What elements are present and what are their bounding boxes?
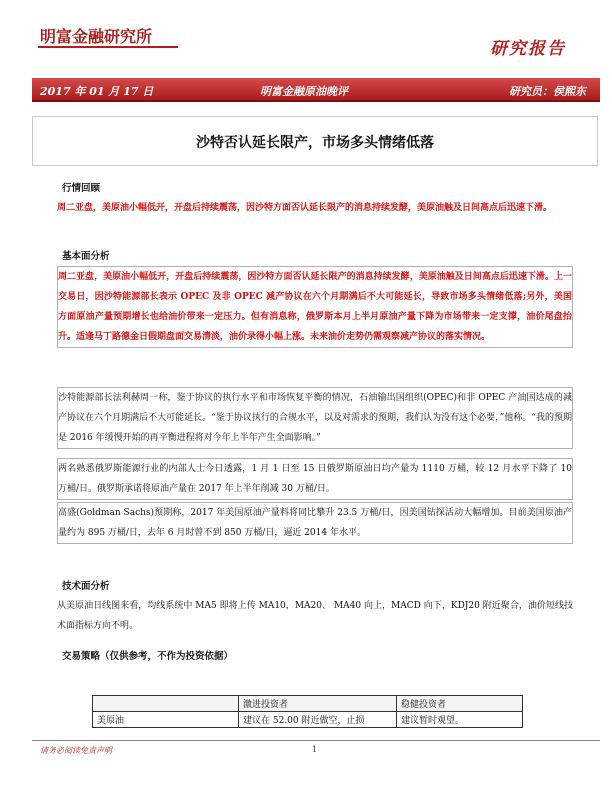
researcher-name: 研究员：侯熙东 <box>509 85 586 98</box>
table-header-cell <box>93 696 239 712</box>
table-header-row <box>93 696 523 712</box>
company-logo: 明富金融研究所 <box>40 27 153 46</box>
review-heading: 行情回顾 <box>62 183 101 194</box>
report-date: 2017 年 01 月 17 日 <box>40 85 154 98</box>
strategy-heading: 交易策略（仅供参考，不作为投资依据） <box>62 651 234 662</box>
page-title: 沙特否认延长限产，市场多头情绪低落 <box>196 135 434 151</box>
page-number: 1 <box>312 745 318 754</box>
title-box <box>32 116 598 166</box>
table-cell: 美原油 <box>93 712 239 728</box>
technical-heading: 技术面分析 <box>62 581 110 592</box>
fundamental-paragraph-3: 高盛(Goldman Sachs)预期称，2017 年美国原油产量料将同比攀升 23.5 万桶/日，因美国钻探活动大幅增加。目前美国原油产量约为 895 万桶/日，去年 6 月时曾不到 850 万桶/日，逼近 2014 年水平。 <box>57 502 573 544</box>
table-cell: 建议在 52.00 附近做空，止损 <box>239 712 397 728</box>
column-name: 明富金融原油晚评 <box>260 85 348 98</box>
header-banner <box>32 78 600 102</box>
fundamental-heading: 基本面分析 <box>62 251 110 262</box>
review-text: 周二亚盘，美原油小幅低开，开盘后持续震荡，因沙特方面否认延长限产的消息持续发酵，美原油触及日间高点后迅速下滑。 <box>57 203 553 213</box>
footer-divider <box>32 740 600 741</box>
logo-underline <box>38 46 178 48</box>
fundamental-paragraph-1: 沙特能源部长法利赫周一称，鉴于协议的执行水平和市场恢复平衡的情况，石油输出国组织(OPEC)和非 OPEC 产油国达成的减产协议在六个月期满后不大可能延长。“鉴于协议执行的合规水平，以及对需求的预期，我们认为没有这个必要，”他称。“我的预期是 2016 年缓慢开始的再平衡进程将对今年上半年产生全面影响。” <box>57 387 573 449</box>
table-header-cell: 激进投资者 <box>239 696 397 712</box>
report-type-label: 研究报告 <box>490 39 566 59</box>
technical-text: 从美原油日线图来看，均线系统中 MA5 即将上传 MA10，MA20、 MA40 向上，MACD 向下，KDJ20 附近聚合，油价短线技术面指标方向不明。 <box>57 601 573 631</box>
fundamental-paragraph-2: 两名熟悉俄罗斯能源行业的内部人士今日透露，1 月 1 日至 15 日俄罗斯原油日均产量为 1110 万桶，较 12 月水平下降了 10 万桶/日。俄罗斯承诺将原油产量在 2017 年上半年削减 30 万桶/日。 <box>57 458 573 500</box>
table-cell: 建议暂时观望。 <box>397 712 523 728</box>
strategy-table <box>92 695 523 728</box>
fundamental-summary: 周二亚盘，美原油小幅低开，开盘后持续震荡，因沙特方面否认延长限产的消息持续发酵，美原油触及日间高点后迅速下滑。上一交易日，因沙特能源部长表示 OPEC 及非 OPEC 减产协议在六个月期满后不大可能延长，导致市场多头情绪低落;另外，美国方面原油产量预期增长也给油价带来一定压力。但有消息称，俄罗斯本月上半月原油产量下降为市场带来一定支撑，油价尾盘抬升。适逢马丁路德金日假期盘面交易清淡，油价录得小幅上涨。未来油价走势仍需观察减产协议的落实情况。 <box>57 266 573 348</box>
footer-disclaimer: 请务必阅读免责声明 <box>40 746 112 755</box>
table-header-cell: 稳健投资者 <box>397 696 523 712</box>
table-row <box>93 712 523 728</box>
